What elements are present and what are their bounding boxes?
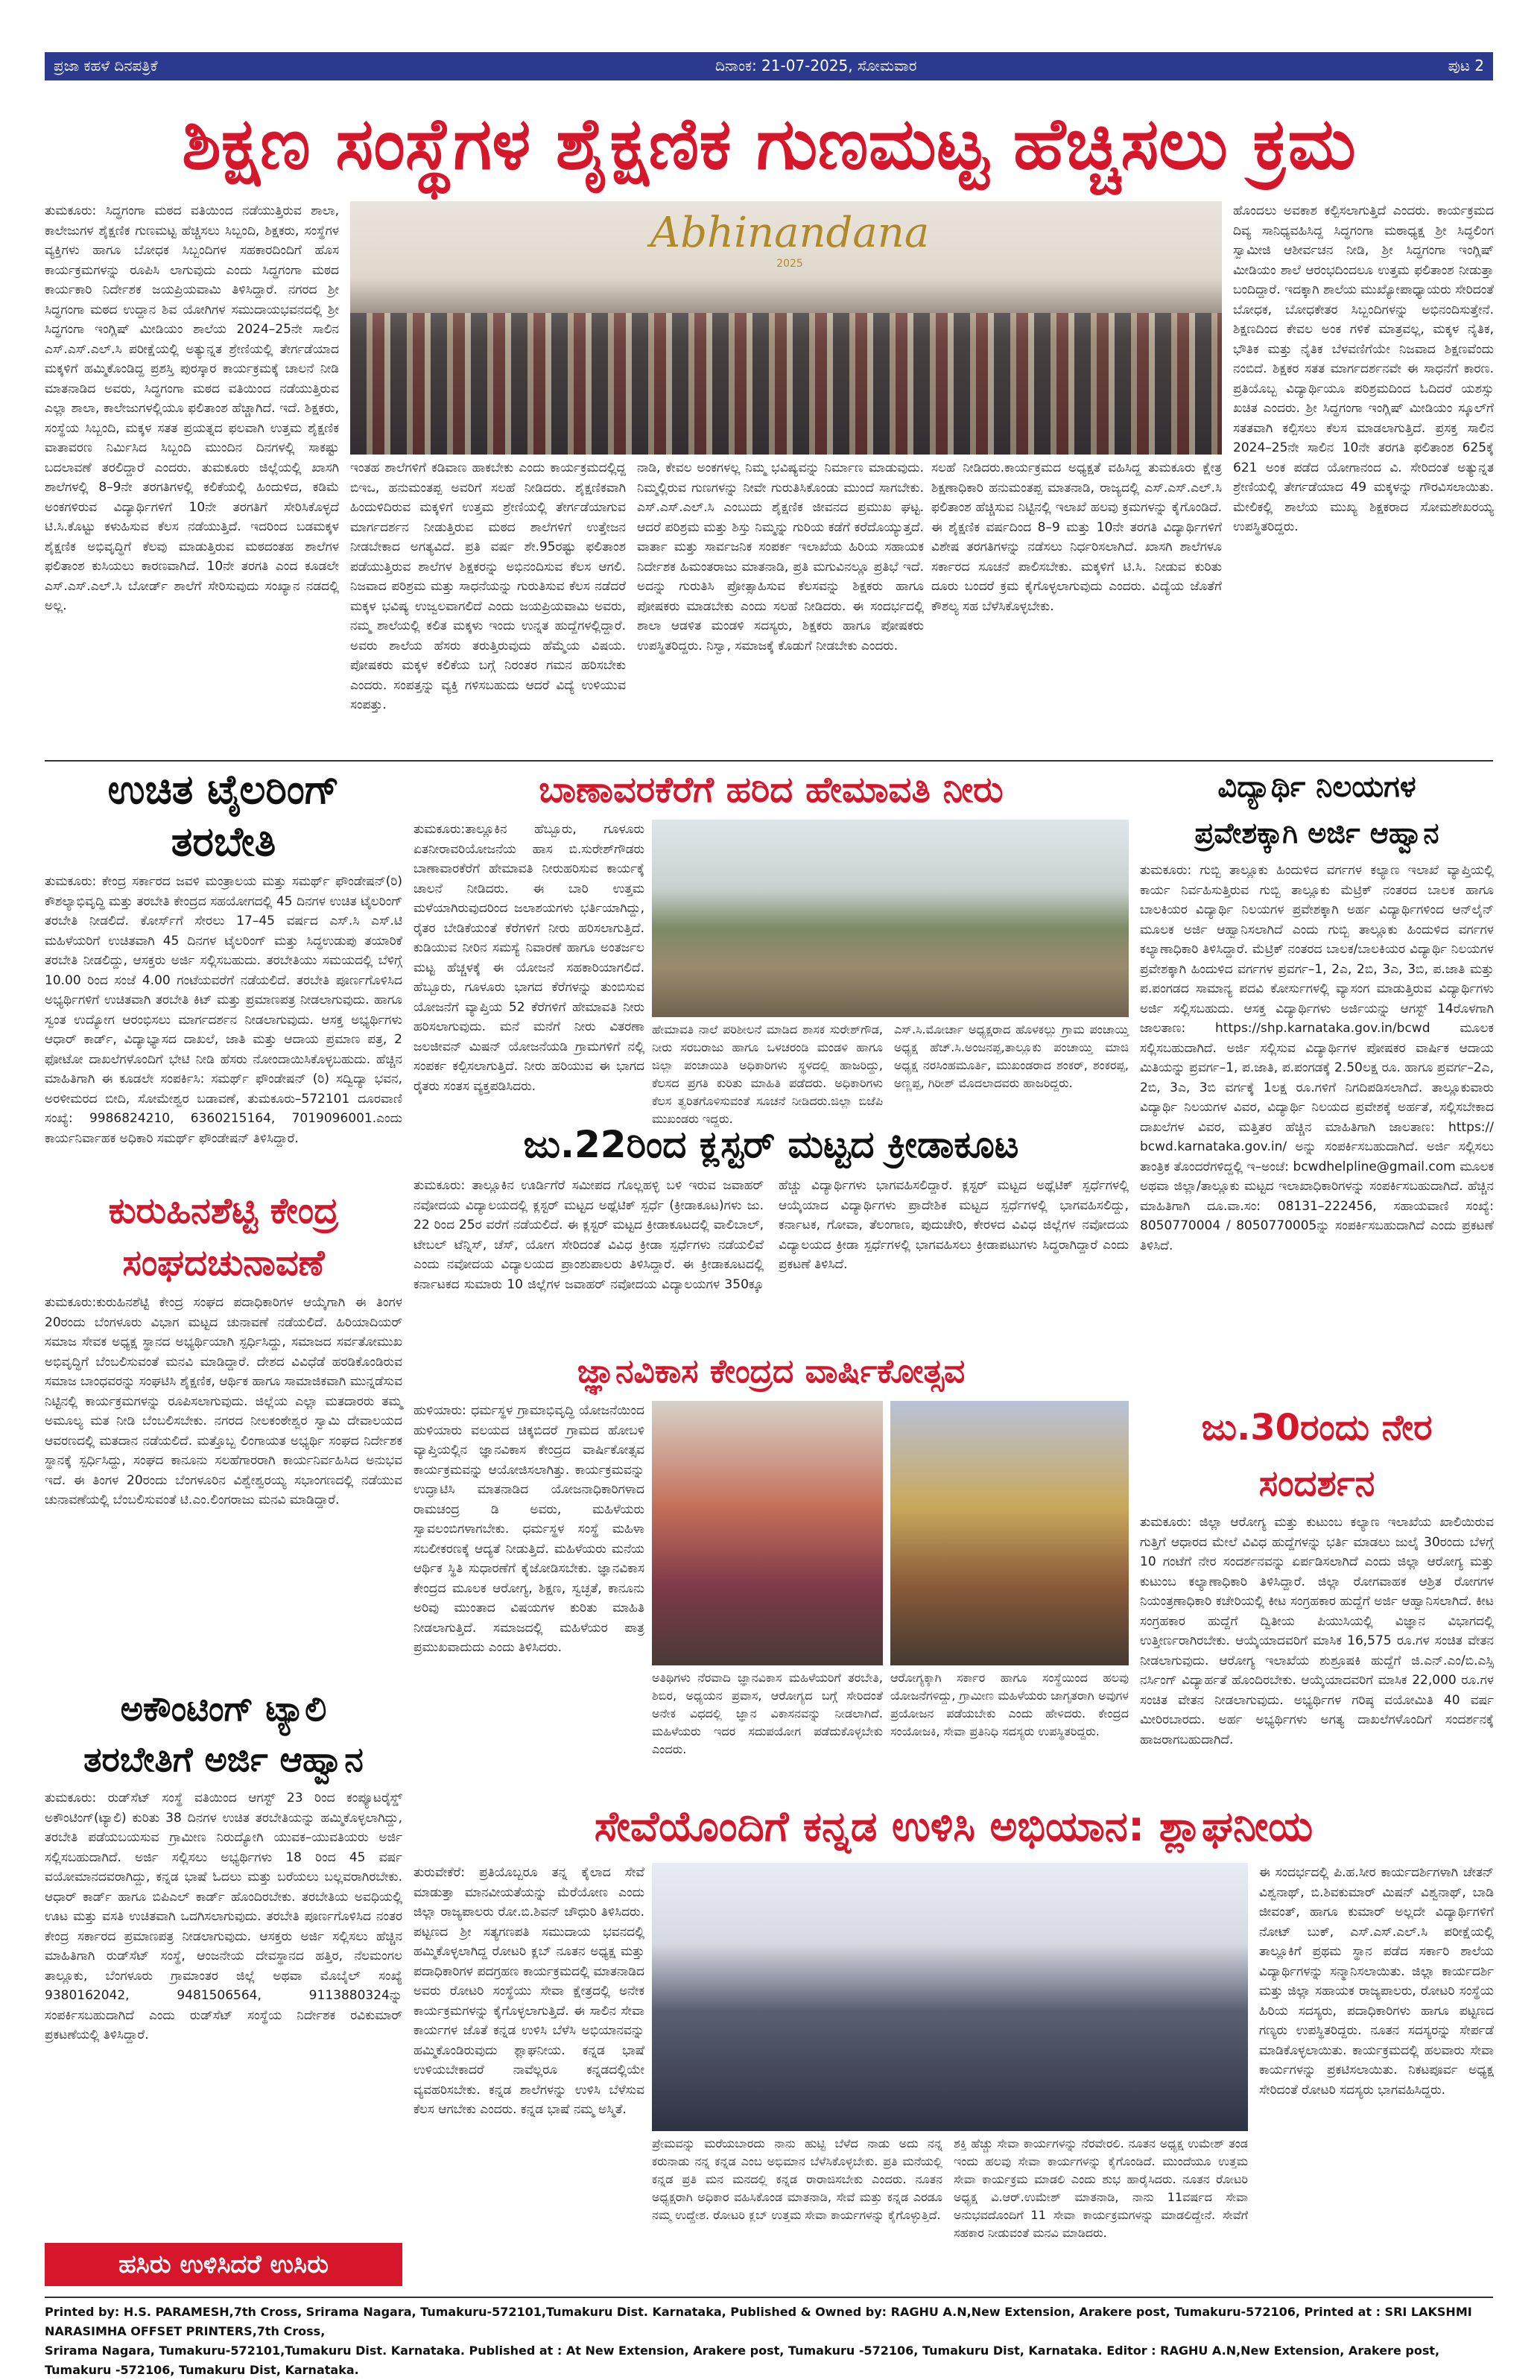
kannada-article-col4: ಈ ಸಂದರ್ಭದಲ್ಲಿ ಪಿ.ಹ.ಸೀರ ಕಾರ್ಯದರ್ಶಿಗಳಾಗಿ ಚೇತನ್ ವಿಶ್ವನಾಥ್, ಬಿ.ಶಿವಕುಮಾರ್ ಮಿಷನ್ ವಿಶ್ವನಾಥ್, ಬಾಡಿ ಜೀವಂತ್, ಹಾಗೂ ಕುಮಾರ್ ಅಲ್ಲದೇ ವಿದ್ಯಾರ್ಥಿಗಳಿಗೆ ನೋಟ್ ಬುಕ್, ಎಸ್.ಎಸ್.ಎಲ್.ಸಿ ಪರೀಕ್ಷೆಯಲ್ಲಿ ತಾಲ್ಲೂಕಿಗೆ ಪ್ರಥಮ ಸ್ಥಾನ ಪಡೆದ ಸರ್ಕಾರಿ ಶಾಲೆಯ ವಿದ್ಯಾರ್ಥಿಗಳನ್ನು ಸನ್ಮಾನಿಸಲಾಯಿತು. ಜಿಲ್ಲಾ ಕಾರ್ಯದರ್ಶಿ ಮತ್ತು ಜಿಲ್ಲಾ ಸಹಾಯಕ ರಾಜ್ಯಪಾಲರು, ರೋಟರಿ ಸಂಸ್ಥೆಯ ಹಿರಿಯ ಸದಸ್ಯರು, ಪದಾಧಿಕಾರಿಗಳು ಹಾಗೂ ಪಟ್ಟಣದ ಗಣ್ಯರು ಉಪಸ್ಥಿತರಿದ್ದರು. ನೂತನ ಸದಸ್ಯರನ್ನು ಸೇರ್ಪಡೆ ಮಾಡಿಕೊಳ್ಳಲಾಯಿತು. ಕಾರ್ಯಕ್ರಮದಲ್ಲಿ ಹಲವಾರು ಸೇವಾ ಕಾರ್ಯಗಳನ್ನು ಪ್ರಕಟಿಸಲಾಯಿತು. ನಿಕಟಪೂರ್ವ ಅಧ್ಯಕ್ಷ ಸೇರಿದಂತೆ ರೋಟರಿ ಸದಸ್ಯರು ಭಾಗವಹಿಸಿದ್ದರು. xyxy=(1259,1865,1494,2098)
hemavathi-heading: ಬಾಣಾವರಕೆರೆಗೆ ಹರಿದ ಹೇಮಾವತಿ ನೀರು xyxy=(539,769,1004,811)
issue-date: ದಿನಾಂಕ: 21-07-2025, ಸೋಮವಾರ xyxy=(715,57,917,75)
slogan-banner: ಹಸಿರು ಉಳಿಸಿದರೆ ಉಸಿರು xyxy=(45,2243,402,2286)
lead-article-col2: ಇಂತಹ ಶಾಲೆಗಳಿಗೆ ಕಡಿವಾಣ ಹಾಕಬೇಕು ಎಂದು ಕಾರ್ಯಕ್ರಮದಲ್ಲಿದ್ದ ಬಿಇಒ, ಹನುಮಂತಪ್ಪ ಅವರಿಗೆ ಸಲಹೆ ನೀಡಿದರು. ಶೈಕ್ಷಣಿಕವಾಗಿ ಹಿಂದುಳಿದಿರುವ ಮಕ್ಕಳಿಗೆ ಉತ್ತಮ ಶ್ರೇಣಿಯಲ್ಲಿ ತೇರ್ಗಡೆಯಾಗುವ ಮಾರ್ಗದರ್ಶನ ನೀಡುತ್ತಿರುವ ಮಠದ ಶಾಲೆಗಳಿಗೆ ಉತ್ತೇಜನ ನೀಡಬೇಕಾದ ಅಗತ್ಯವಿದೆ. ಪ್ರತಿ ವರ್ಷ ಶೇ.95ರಷ್ಟು ಫಲಿತಾಂಶ ಪಡೆಯುತ್ತಿರುವ ಶಾಲೆಗಳ ಶಿಕ್ಷಕರನ್ನು ಅಭಿನಂದಿಸುವ ಕೆಲಸ ಆಗಲಿ. ನಿಜವಾದ ಪರಿಶ್ರಮ ಮತ್ತು ಸಾಧನೆಯನ್ನು ಗುರುತಿಸುವ ಕೆಲಸ ನಡೆದರೆ ಮಕ್ಕಳ ಭವಿಷ್ಯ ಉಜ್ವಲವಾಗಲಿದೆ ಎಂದು ಜಯಪ್ರಿಯವಾಮಿ ಅವರು, ನಮ್ಮ ಶಾಲೆಯಲ್ಲಿ ಕಲಿತ ಮಕ್ಕಳು ಇಂದು ಉನ್ನತ ಹುದ್ದೆಗಳಲ್ಲಿದ್ದಾರೆ. ಅವರು ಶಾಲೆಯ ಹೆಸರು ತರುತ್ತಿರುವುದು ಹೆಮ್ಮೆಯ ವಿಷಯ. ಪೋಷಕರು ಮಕ್ಕಳ ಕಲಿಕೆಯ ಬಗ್ಗೆ ನಿರಂತರ ಗಮನ ಹರಿಸಬೇಕು ಎಂದರು. ಸಂಪತ್ತನ್ನು ವ್ಯಕ್ತಿ ಗಳಿಸಬಹುದು ಆದರೆ ವಿದ್ಯೆ ಉಳಿಯುವ ಸಂಪತ್ತು. xyxy=(350,461,626,712)
tailoring-heading-line2: ತರಬೇತಿ xyxy=(171,818,276,865)
gnana-photo-women xyxy=(652,1401,883,1665)
section-divider xyxy=(45,760,1493,762)
imprint-line-2: Srirama Nagara, Tumakuru-572101,Tumakuru Dist. Karnataka. Published at : At New Extension, Arakere post, Tumakuru -572106, Tumakuru Dist, Karnataka. Editor : RAGHU A.N,New Extension, Arakere post, Tumakuru -572106, Tumakuru Dist, Karnataka. xyxy=(45,2343,1440,2377)
accounting-article: ತುಮಕೂರು: ರುಡ್‌ಸೆಟ್ ಸಂಸ್ಥೆ ವತಿಯಿಂದ ಆಗಸ್ಟ್ 23 ರಿಂದ ಕಂಪ್ಯೂಟರೈಸ್ಡ್ ಅಕೌಂಟಿಂಗ್(ಟ್ಯಾಲಿ) ಕುರಿತು 38 ದಿನಗಳ ಉಚಿತ ತರಬೇತಿಯನ್ನು ಹಮ್ಮಿಕೊಳ್ಳಲಾಗಿದ್ದು, ತರಬೇತಿ ಪಡೆಯಬಯಸುವ ಗ್ರಾಮೀಣ ನಿರುದ್ಯೋಗಿ ಯುವಕ–ಯುವತಿಯರು ಅರ್ಜಿ ಸಲ್ಲಿಸಬಹುದಾಗಿದೆ. ಅರ್ಜಿ ಸಲ್ಲಿಸಲು ಅಭ್ಯರ್ಥಿಗಳು 18 ರಿಂದ 45 ವರ್ಷ ವಯೋಮಾನದವರಾಗಿದ್ದು, ಕನ್ನಡ ಭಾಷೆ ಓದಲು ಮತ್ತು ಬರೆಯಲು ಬಲ್ಲವರಾಗಿರಬೇಕು. ಆಧಾರ್ ಕಾರ್ಡ್ ಹಾಗೂ ಬಿಪಿಎಲ್ ಕಾರ್ಡ್ ಹೊಂದಿರಬೇಕು. ತರಬೇತಿಯ ಅವಧಿಯಲ್ಲಿ ಊಟ ಮತ್ತು ವಸತಿ ಉಚಿತವಾಗಿ ಒದಗಿಸಲಾಗುವುದು. ತರಬೇತಿ ಪೂರ್ಣಗೊಳಿಸಿದ ನಂತರ ಕೇಂದ್ರ ಸರ್ಕಾರದ ಪ್ರಮಾಣಪತ್ರ ನೀಡಲಾಗುವುದು. ಆಸಕ್ತರು ಅರ್ಜಿ ಸಲ್ಲಿಸಲು ಹೆಚ್ಚಿನ ಮಾಹಿತಿಗಾಗಿ ರುಡ್‌ಸೆಟ್ ಸಂಸ್ಥೆ, ಆಂಜನೇಯ ದೇವಸ್ಥಾನದ ಹತ್ತಿರ, ನೆಲಮಂಗಲ ತಾಲ್ಲೂಕು, ಬೆಂಗಳೂರು ಗ್ರಾಮಾಂತರ ಜಿಲ್ಲೆ ಅಥವಾ ಮೊಬೈಲ್ ಸಂಖ್ಯೆ 9380162042, 9481506564, 9113880324ನ್ನು ಸಂಪರ್ಕಿಸಬಹುದಾಗಿದೆ ಎಂದು ರುಡ್‌ಸೆಟ್ ಸಂಸ್ಥೆಯ ನಿರ್ದೇಶಕ ರವಿಕುಮಾರ್ ಪ್ರಕಟಣೆಯಲ್ಲಿ ತಿಳಿಸಿದ್ದಾರೆ. xyxy=(45,1791,402,2042)
kannada-caption-left: ಪ್ರೇಮವನ್ನು ಮರೆಯಬಾರದು ನಾನು ಹುಟ್ಟಿ ಬೆಳೆದ ನಾಡು ಅದು ನನ್ನ ಕರುನಾಡು ನನ್ನ ಕನ್ನಡ ಎಂಬ ಅಭಿಮಾನ ಬೆಳೆಸಿಕೊಳ್ಳಬೇಕು. ಪ್ರತಿ ಮನೆಯಲ್ಲಿ ಕನ್ನಡ ಪ್ರತಿ ಮನ ಮನದಲ್ಲಿ ಕನ್ನಡ ರಾರಾಜಿಸಬೇಕು ಎಂದರು. ನೂತನ ಅಧ್ಯಕ್ಷರಾಗಿ ಅಧಿಕಾರ ವಹಿಸಿಕೊಂಡ ಮಾತನಾಡಿ, ಸೇವೆ ಮತ್ತು ಕನ್ನಡ ಎರಡೂ ನಮ್ಮ ಉದ್ದೇಶ. ರೋಟರಿ ಕ್ಲಬ್ ಉತ್ತಮ ಸೇವಾ ಕಾರ್ಯಗಳನ್ನು ಕೈಗೊಳ್ಳುತ್ತಿದೆ. xyxy=(652,2136,942,2222)
lead-article-col5: ಹೊಂದಲು ಅವಕಾಶ ಕಲ್ಪಿಸಲಾಗುತ್ತಿದೆ ಎಂದರು. ಕಾರ್ಯಕ್ರಮದ ದಿವ್ಯ ಸಾನಿಧ್ಯವಹಿಸಿದ್ದ ಸಿದ್ಧಗಂಗಾ ಮಠಾಧ್ಯಕ್ಷ ಶ್ರೀ ಸಿದ್ಧಲಿಂಗ ಸ್ವಾಮೀಜಿ ಆಶೀರ್ವಚನ ನೀಡಿ, ಶ್ರೀ ಸಿದ್ಧಗಂಗಾ ಇಂಗ್ಲಿಷ್ ಮೀಡಿಯಂ ಶಾಲೆ ಆರಂಭದಿಂದಲೂ ಉತ್ತಮ ಫಲಿತಾಂಶ ನೀಡುತ್ತಾ ಬಂದಿದ್ದಾರೆ. ಇದಕ್ಕಾಗಿ ಶಾಲೆಯ ಮುಖ್ಯೋಪಾಧ್ಯಾಯರು ಸೇರಿದಂತೆ ಬೋಧಕ, ಬೋಧಕೇತರ ಸಿಬ್ಬಂದಿಗಳನ್ನು ಅಭಿನಂದಿಸುತ್ತೇನೆ. ಶಿಕ್ಷಣದಿಂದ ಕೇವಲ ಅಂಕ ಗಳಿಕೆ ಮಾತ್ರವಲ್ಲ, ಮಕ್ಕಳ ನೈತಿಕ, ಭೌತಿಕ ಮತ್ತು ನೈತಿಕ ಬೆಳವಣಿಗೆಯೇ ನಿಜವಾದ ಶಿಕ್ಷಣವೆಂದು ನಂಬಿದೆ. ಶಿಕ್ಷಕರ ಸತತ ಮಾರ್ಗದರ್ಶನವೇ ಈ ಸಾಧನೆಗೆ ಕಾರಣ. ಪ್ರತಿಯೊಬ್ಬ ವಿದ್ಯಾರ್ಥಿಯೂ ಪರಿಶ್ರಮದಿಂದ ಓದಿದರೆ ಯಶಸ್ಸು ಖಚಿತ ಎಂದರು. ಶ್ರೀ ಸಿದ್ಧಗಂಗಾ ಇಂಗ್ಲಿಷ್ ಮೀಡಿಯಂ ಸ್ಕೂಲ್‌ಗೆ ಸತತವಾಗಿ ಕಲ್ಪಿಸಲು ಕೆಲಸ ಮಾಡಲಾಗುತ್ತಿದೆ. ಪ್ರಸಕ್ತ ಸಾಲಿನ 2024–25ನೇ ಸಾಲಿನ 10ನೇ ತರಗತಿ ಫಲಿತಾಂಶ 625ಕ್ಕೆ 621 ಅಂಕ ಪಡೆದ ಯೋಗಾನಂದ ವಿ. ಸೇರಿದಂತೆ ಅತ್ಯುನ್ನತ ಶ್ರೇಣಿಯಲ್ಲಿ ತೇರ್ಗಡೆಯಾದ 49 ಮಕ್ಕಳನ್ನು ಗೌರವಿಸಲಾಯಿತು. ಮೇಲಿಕಲ್ಲಿ ಶಾಲೆಯ ಮುಖ್ಯ ಶಿಕ್ಷಕರಾದ ಸೋಮಶೇಖರಯ್ಯ ಉಪಸ್ಥಿತರಿದ್ದರು. xyxy=(1233,203,1494,534)
masthead-bar xyxy=(45,52,1493,80)
hostels-heading-line1: ವಿದ್ಯಾರ್ಥಿ ನಿಲಯಗಳ xyxy=(1217,770,1416,804)
hostels-heading-line2: ಪ್ರವೇಶಕ್ಕಾಗಿ ಅರ್ಜಿ ಆಹ್ವಾನ xyxy=(1194,817,1439,849)
imprint-line-1: Printed by: H.S. PARAMESH,7th Cross, Srirama Nagara, Tumakuru-572101,Tumakuru Dist. Karnataka, Published & Owned by: RAGHU A.N,New Extension, Arakere post, Tumakuru-572106, Printed at : SRI LAKSHMI NARASIMHA OFFSET PRINTERS,7th Cross, xyxy=(45,2305,1472,2338)
gnana-article: ಹುಳಿಯಾರು: ಧರ್ಮಸ್ಥಳ ಗ್ರಾಮಾಭಿವೃದ್ಧಿ ಯೋಜನೆಯಿಂದ ಹುಳಿಯಾರು ವಲಯದ ಚಿಕ್ಕಬಿದರೆ ಗ್ರಾಮದ ಹೋಬಳಿ ವ್ಯಾಪ್ತಿಯಲ್ಲಿನ ಜ್ಞಾನವಿಕಾಸ ಕೇಂದ್ರದ ವಾರ್ಷಿಕೋತ್ಸವ ಕಾರ್ಯಕ್ರಮವನ್ನು ಆಯೋಜಿಸಲಾಗಿತ್ತು. ಕಾರ್ಯಕ್ರಮವನ್ನು ಉದ್ಘಾಟಿಸಿ ಮಾತನಾಡಿದ ಯೋಜನಾಧಿಕಾರಿಗಳಾದ ರಾಮಚಂದ್ರ ಡಿ ಅವರು, ಮಹಿಳೆಯರು ಸ್ವಾವಲಂಬಿಗಳಾಗಬೇಕು. ಧರ್ಮಸ್ಥಳ ಸಂಸ್ಥೆ ಮಹಿಳಾ ಸಬಲೀಕರಣಕ್ಕೆ ಆದ್ಯತೆ ನೀಡುತ್ತಿದೆ. ಮಹಿಳೆಯರು ಮನೆಯ ಆರ್ಥಿಕ ಸ್ಥಿತಿ ಸುಧಾರಣೆಗೆ ಕೈಜೋಡಿಸಬೇಕು. ಜ್ಞಾನವಿಕಾಸ ಕೇಂದ್ರದ ಮೂಲಕ ಆರೋಗ್ಯ, ಶಿಕ್ಷಣ, ಸ್ವಚ್ಛತೆ, ಕಾನೂನು ಅರಿವು ಮುಂತಾದ ವಿಷಯಗಳ ಕುರಿತು ಮಾಹಿತಿ ನೀಡಲಾಗುತ್ತಿದೆ. ಸಮಾಜದಲ್ಲಿ ಮಹಿಳೆಯರ ಪಾತ್ರ ಪ್ರಮುಖವಾದುದು ಎಂದು ತಿಳಿಸಿದರು. xyxy=(413,1403,644,1655)
accounting-heading-line2: ತರಬೇತಿಗೆ ಅರ್ಜಿ ಆಹ್ವಾನ xyxy=(83,1739,364,1779)
hemavathi-caption-right: ಎಸ್.ಸಿ.ಮೋರ್ಚಾ ಅಧ್ಯಕ್ಷರಾದ ಹೊಳಕಲ್ಲು ಗ್ರಾಮ ಪಂಚಾಯ್ತಿ ಅಧ್ಯಕ್ಷ ಹೆಚ್.ಸಿ.ಅಂಜನಪ್ಪ,ತಾಲ್ಲೂಕು ಪಂಚಾಯ್ತಿ ಮಾಜಿ ಅಧ್ಯಕ್ಷ ನರಸಿಂಹಮೂರ್ತಿ, ಮುಖಂಡರಾದ ಶಂಕರ್, ಶಂಕರಪ್ಪ, ಅಣ್ಣಪ್ಪ, ಗಿರೀಶ್ ಮೊದಲಾದವರು ಹಾಜರಿದ್ದರು. xyxy=(894,1022,1129,1090)
june30-heading-line1: ಜು.30ರಂದು ನೇರ xyxy=(1201,1407,1433,1449)
cluster-article: ತುಮಕೂರು: ತಾಲ್ಲೂಕಿನ ಊರ್ಡಿಗೆರೆ ಸಮೀಪದ ಗೊಲ್ಲಹಳ್ಳಿ ಬಳಿ ಇರುವ ಜವಾಹರ್ ನವೋದಯ ವಿದ್ಯಾಲಯದಲ್ಲಿ ಕ್ಲಸ್ಟರ್ ಮಟ್ಟದ ಅಥ್ಲೆಟಿಕ್ ಸ್ಪರ್ಧೆ (ಕ್ರೀಡಾಕೂಟ)ಗಳು ಜು. 22 ರಿಂದ 25ರ ವರೆಗೆ ನಡೆಯಲಿದೆ. ಈ ಕ್ಲಸ್ಟರ್ ಮಟ್ಟದ ಕ್ರೀಡಾಕೂಟದಲ್ಲಿ ವಾಲಿಬಾಲ್, ಟೇಬಲ್ ಟೆನ್ನಿಸ್, ಚೆಸ್, ಯೋಗ ಸೇರಿದಂತೆ ವಿವಿಧ ಕ್ರೀಡಾ ಸ್ಪರ್ಧೆಗಳು ನಡೆಯಲಿವೆ ಎಂದು ನವೋದಯ ವಿದ್ಯಾಲಯದ ಪ್ರಾಂಶುಪಾಲರು ತಿಳಿಸಿದ್ದಾರೆ. ಈ ಕ್ರೀಡಾಕೂಟದಲ್ಲಿ ಕರ್ನಾಟಕದ ಸುಮಾರು 10 ಜಿಲ್ಲೆಗಳ ಜವಾಹರ್ ನವೋದಯ ವಿದ್ಯಾಲಯಗಳ 350ಕ್ಕೂ ಹೆಚ್ಚು ವಿದ್ಯಾರ್ಥಿಗಳು ಭಾಗವಹಿಸಲಿದ್ದಾರೆ. ಕ್ಲಸ್ಟರ್ ಮಟ್ಟದ ಅಥ್ಲೆಟಿಕ್ ಸ್ಪರ್ಧೆಗಳಲ್ಲಿ ಆಯ್ಕೆಯಾದ ವಿದ್ಯಾರ್ಥಿಗಳು ಪ್ರಾದೇಶಿಕ ಮಟ್ಟದ ಸ್ಪರ್ಧೆಗಳಲ್ಲಿ ಭಾಗವಹಿಸಲಿದ್ದು, ಕರ್ನಾಟಕ, ಗೋವಾ, ತೆಲಂಗಾಣ, ಪುದುಚೇರಿ, ಕೇರಳದ ವಿವಿಧ ಜಿಲ್ಲೆಗಳ ನವೋದಯ ವಿದ್ಯಾಲಯದ ಕ್ರೀಡಾ ಸ್ಪರ್ಧೆಗಳಲ್ಲಿ ಭಾಗವಹಿಸಲು ಕ್ರೀಡಾಪಟುಗಳು ಸಿದ್ಧರಾಗಿದ್ದಾರೆ ಎಂದು ಪ್ರಕಟಣೆ ತಿಳಿಸಿದೆ. xyxy=(413,1178,1129,1292)
accounting-heading-line1: ಅಕೌಂಟಿಂಗ್ ಟ್ಯಾಲಿ xyxy=(120,1689,327,1729)
kurihina-article: ತುಮಕೂರು:ಕುರುಹಿನಶೆಟ್ಟಿ ಕೇಂದ್ರ ಸಂಘದ ಪದಾಧಿಕಾರಿಗಳ ಆಯ್ಕೆಗಾಗಿ ಈ ತಿಂಗಳ 20ರಂದು ಬೆಂಗಳೂರು ವಿಭಾಗ ಮಟ್ಟದ ಚುನಾವಣೆ ನಡೆಯಲಿದೆ. ಹಿರಿಯಾದಿಯರ್ ಸಮಾಜ ಸೇವಕ ಅಧ್ಯಕ್ಷ ಸ್ಥಾನದ ಅಭ್ಯರ್ಥಿಯಾಗಿ ಸ್ಪರ್ಧಿಸಿದ್ದು, ಸಮಾಜದ ಸರ್ವತೋಮುಖ ಅಭಿವೃದ್ಧಿಗೆ ಬೆಂಬಲಿಸುವಂತೆ ಮನವಿ ಮಾಡಿದ್ದಾರೆ. ದೇಶದ ವಿವಿಧೆಡೆ ಹರಡಿಕೊಂಡಿರುವ ಸಮಾಜ ಬಾಂಧವರನ್ನು ಸಂಘಟಿಸಿ ಶೈಕ್ಷಣಿಕ, ಆರ್ಥಿಕ ಹಾಗೂ ಸಾಮಾಜಿಕವಾಗಿ ಮುನ್ನಡೆಸುವ ನಿಟ್ಟಿನಲ್ಲಿ ಕಾರ್ಯಕ್ರಮಗಳನ್ನು ರೂಪಿಸಲಾಗುವುದು. ಜಿಲ್ಲೆಯ ಎಲ್ಲಾ ಮತದಾರರು ತಮ್ಮ ಅಮೂಲ್ಯ ಮತ ನೀಡಿ ಬೆಂಬಲಿಸಬೇಕು. ನಗರದ ನೀಲಕಂಠೇಶ್ವರ ಸ್ವಾಮಿ ದೇವಾಲಯದ ಆವರಣದಲ್ಲಿ ಮತದಾನ ನಡೆಯಲಿದೆ. ಮತ್ತೊಬ್ಬ ಲಿಂಗಾಯತ ಅಭ್ಯರ್ಥಿ ಸಂಘದ ನಿರ್ದೇಶಕ ಸ್ಥಾನಕ್ಕೆ ಸ್ಪರ್ಧಿಸಿದ್ದು, ಸಂಘದ ಕಾನೂನು ಸಲಹೆಗಾರರಾಗಿ ಕಾರ್ಯನಿರ್ವಹಿಸಿದ ಅನುಭವ ಇದೆ. ಈ ತಿಂಗಳ 20ರಂದು ಬೆಂಗಳೂರಿನ ವಿಶ್ವೇಶ್ವರಯ್ಯ ಸಭಾಂಗಣದಲ್ಲಿ ನಡೆಯುವ ಚುನಾವಣೆಯಲ್ಲಿ ಬೆಂಬಲಿಸುವಂತೆ ಟಿ.ಎಂ.ಲಿಂಗರಾಜು ಮನವಿ ಮಾಡಿದ್ದಾರೆ. xyxy=(45,1295,402,1507)
june30-article: ತುಮಕೂರು: ಜಿಲ್ಲಾ ಆರೋಗ್ಯ ಮತ್ತು ಕುಟುಂಬ ಕಲ್ಯಾಣ ಇಲಾಖೆಯ ಖಾಲಿಯಿರುವ ಗುತ್ತಿಗೆ ಆಧಾರದ ಮೇಲೆ ವಿವಿಧ ಹುದ್ದೆಗಳನ್ನು ಭರ್ತಿ ಮಾಡಲು ಜುಲೈ 30ರಂದು ಬೆಳಗ್ಗೆ 10 ಗಂಟೆಗೆ ನೇರ ಸಂದರ್ಶನವನ್ನು ಏರ್ಪಡಿಸಲಾಗಿದೆ ಎಂದು ಜಿಲ್ಲಾ ಆರೋಗ್ಯ ಮತ್ತು ಕುಟುಂಬ ಕಲ್ಯಾಣಾಧಿಕಾರಿ ತಿಳಿಸಿದ್ದಾರೆ. ಜಿಲ್ಲಾ ರೋಗವಾಹಕ ಆಶ್ರಿತ ರೋಗಗಳ ನಿಯಂತ್ರಣಾಧಿಕಾರಿ ಕಚೇರಿಯಲ್ಲಿ ಕೀಟ ಸಂಗ್ರಹಕಾರ ಹುದ್ದೆಗೆ ಅರ್ಜಿ ಆಹ್ವಾನಿಸಲಾಗಿದೆ. ಕೀಟ ಸಂಗ್ರಹಕಾರ ಹುದ್ದೆಗೆ ದ್ವಿತೀಯ ಪಿಯುಸಿಯಲ್ಲಿ ವಿಜ್ಞಾನ ವಿಭಾಗದಲ್ಲಿ ಉತ್ತೀರ್ಣರಾಗಿರಬೇಕು. ಆಯ್ಕೆಯಾದವರಿಗೆ ಮಾಸಿಕ 16,575 ರೂ.ಗಳ ಸಂಚಿತ ವೇತನ ನೀಡಲಾಗುವುದು. ಆರೋಗ್ಯ ಇಲಾಖೆಯ ಶುಶ್ರೂಷಕಿ ಹುದ್ದೆಗೆ ಜಿ.ಎನ್.ಎಂ/ಬಿ.ಎಸ್ಸಿ ನರ್ಸಿಂಗ್ ವಿದ್ಯಾರ್ಹತೆ ಹೊಂದಿರಬೇಕು. ಆಯ್ಕೆಯಾದವರಿಗೆ ಮಾಸಿಕ 22,000 ರೂ.ಗಳ ಸಂಚಿತ ವೇತನ ನೀಡಲಾಗುವುದು. ಅಭ್ಯರ್ಥಿಗಳ ಗರಿಷ್ಠ ವಯೋಮಿತಿ 40 ವರ್ಷ ಮೀರಿರಬಾರದು. ಅರ್ಹ ಅಭ್ಯರ್ಥಿಗಳು ಅಗತ್ಯ ದಾಖಲೆಗಳೊಂದಿಗೆ ಸಂದರ್ಶನಕ್ಕೆ ಹಾಜರಾಗಬಹುದಾಗಿದೆ. xyxy=(1140,1515,1494,1747)
main-headline: ಶಿಕ್ಷಣ ಸಂಸ್ಥೆಗಳ ಶೈಕ್ಷಣಿಕ ಗುಣಮಟ್ಟ ಹೆಚ್ಚಿಸಲು ಕ್ರಮ xyxy=(182,102,1356,186)
kurihina-heading-line2: ಸಂಘದಚುನಾವಣೆ xyxy=(122,1242,325,1284)
paper-name: ಪ್ರಜಾ ಕಹಳೆ ದಿನಪತ್ರಿಕೆ xyxy=(54,57,158,75)
tailoring-article: ತುಮಕೂರು: ಕೇಂದ್ರ ಸರ್ಕಾರದ ಜವಳಿ ಮಂತ್ರಾಲಯ ಮತ್ತು ಸಮರ್ಥ್ ಫೌಂಡೇಷನ್(ರಿ) ಕೌಶಲ್ಯಾಭಿವೃದ್ಧಿ ಮತ್ತು ತರಬೇತಿ ಕೇಂದ್ರದ ಸಹಯೋಗದಲ್ಲಿ 45 ದಿನಗಳ ಉಚಿತ ಟೈಲರಿಂಗ್ ತರಬೇತಿ ನೀಡಲಿದೆ. ಕೋರ್ಸ್‌ಗೆ ಸೇರಲು 17–45 ವರ್ಷದ ಎಸ್.ಸಿ ಎಸ್.ಟಿ ಮಹಿಳೆಯರಿಗೆ ಉಚಿತವಾಗಿ 45 ದಿನಗಳ ಟೈಲರಿಂಗ್ ಮತ್ತು ಸಿದ್ಧಉಡುಪು ತಯಾರಿಕೆ ತರಬೇತಿ ನೀಡಲಿದ್ದು, ಆಸಕ್ತರು ಅರ್ಜಿ ಸಲ್ಲಿಸಬಹುದು. ತರಬೇತಿಯು ಸಮಯದಲ್ಲಿ ಬೆಳಿಗ್ಗೆ 10.00 ರಿಂದ ಸಂಜೆ 4.00 ಗಂಟೆಯವರೆಗೆ ನಡೆಯಲಿದೆ. ತರಬೇತಿ ಪೂರ್ಣಗೊಳಿಸಿದ ಅಭ್ಯರ್ಥಿಗಳಿಗೆ ಉಚಿತವಾಗಿ ತರಬೇತಿ ಕಿಟ್ ಮತ್ತು ಪ್ರಮಾಣಪತ್ರ ನೀಡಲಾಗುವುದು. ಹಾಗೂ ಸ್ವಂತ ಉದ್ಯೋಗ ಆರಂಭಿಸಲು ಮಾರ್ಗದರ್ಶನ ನೀಡಲಾಗುವುದು. ಆಸಕ್ತ ಅಭ್ಯರ್ಥಿಗಳು ಆಧಾರ್ ಕಾರ್ಡ್, ವಿದ್ಯಾಭ್ಯಾಸದ ದಾಖಲೆ, ಜಾತಿ ಮತ್ತು ಆದಾಯ ಪ್ರಮಾಣ ಪತ್ರ, 2 ಫೋಟೋ ದಾಖಲೆಗಳೊಂದಿಗೆ ಭೇಟಿ ನೀಡಿ ಹೆಸರು ನೋಂದಾಯಿಸಿಕೊಳ್ಳಬಹುದು. ಹೆಚ್ಚಿನ ಮಾಹಿತಿಗಾಗಿ ಈ ಕೂಡಲೇ ಸಂಪರ್ಕಿಸಿ: ಸಮರ್ಥ್ ಫೌಂಡೇಷನ್ (ರಿ) ಸದ್ವಿದ್ಯಾ ಭವನ, ಅರಳೀಮರದ ಬೀದಿ, ಸೋಮೇಶ್ವರ ಬಡಾವಣೆ, ತುಮಕೂರು–572101 ದೂರವಾಣಿ ಸಂಖ್ಯೆ: 9986824210, 6360215164, 7019096001.ಎಂದು ಕಾರ್ಯನಿರ್ವಾಹಕ ಅಧಿಕಾರಿ ಸಮರ್ಥ್ ಫೌಂಡೇಷನ್ ತಿಳಿಸಿದ್ದಾರೆ. xyxy=(45,874,402,1146)
gnana-caption-left: ಅತಿಥಿಗಳು ನೆರವಾದಿ ಜ್ಞಾನವಿಕಾಸ ಮಹಿಳೆಯರಿಗೆ ತರಬೇತಿ, ಶಿಬಿರ, ಅಧ್ಯಯನ ಪ್ರವಾಸ, ಆರೋಗ್ಯದ ಬಗ್ಗೆ ಸೇರಿದಂತೆ ಅನೇಕ ವಿಧದಲ್ಲಿ ಜ್ಞಾನ ವಿಕಾಸನವನ್ನು ನೀಡಲಾಗಿದೆ. ಮಹಿಳೆಯರು ಇದರ ಸದುಪಯೋಗ ಪಡೆದುಕೊಳ್ಳಬೇಕು ಎಂದರು. xyxy=(652,1671,883,1756)
group-photo-people xyxy=(350,313,1222,455)
imprint-footer xyxy=(45,2297,1493,2377)
rotary-event-photo xyxy=(652,1863,1248,2131)
gnana-caption-right: ಆರೋಗ್ಯಕ್ಕಾಗಿ ಸರ್ಕಾರ ಹಾಗೂ ಸಂಸ್ಥೆಯಿಂದ ಹಲವು ಯೋಜನೆಗಳಿದ್ದು, ಗ್ರಾಮೀಣ ಮಹಿಳೆಯರು ಜಾಗೃತರಾಗಿ ಅವುಗಳ ಪ್ರಯೋಜನ ಪಡೆಯಬೇಕು ಎಂದು ಹೇಳಿದರು. ಕೇಂದ್ರದ ಸಂಯೋಜಕಿ, ಸೇವಾ ಪ್ರತಿನಿಧಿ ಸದಸ್ಯರು ಉಪಸ್ಥಿತರಿದ್ದರು. xyxy=(890,1671,1129,1738)
page-number: ಪುಟ 2 xyxy=(1448,57,1484,75)
hemavathi-caption-left: ಹೇಮಾವತಿ ನಾಲೆ ಪರಿಶೀಲನೆ ಮಾಡಿದ ಶಾಸಕ ಸುರೇಶ್‌ಗೌಡ, ನೀರು ಸರಬರಾಜು ಹಾಗೂ ಒಳಚರಂಡಿ ಮಂಡಳಿ ಹಾಗೂ ಜಿಲ್ಲಾ ಪಂಚಾಯಿತಿ ಅಧಿಕಾರಿಗಳು ಸ್ಥಳದಲ್ಲಿ ಹಾಜರಿದ್ದು, ಕೆಲಸದ ಪ್ರಗತಿ ಕುರಿತು ಮಾಹಿತಿ ಪಡೆದರು. ಅಧಿಕಾರಿಗಳು ಕೆಲಸ ತ್ವರಿತಗೊಳಿಸುವಂತೆ ಸೂಚನೆ ನೀಡಿದರು.ಜಿಲ್ಲಾ ಬಿಜೆಪಿ ಮುಖಂಡರು ಇದ್ದರು. xyxy=(652,1022,883,1126)
kannada-article-col1: ತುರುವೇಕೆರೆ: ಪ್ರತಿಯೊಬ್ಬರೂ ತನ್ನ ಕೈಲಾದ ಸೇವೆ ಮಾಡುತ್ತಾ ಮಾನವೀಯತೆಯನ್ನು ಮೆರೆಯೋಣ ಎಂದು ಜಿಲ್ಲಾ ರಾಜ್ಯಪಾಲರು ರೋ.ಬಿ.ಶಿವನ್ ಚೌಧುರಿ ತಿಳಿಸಿದರು. ಪಟ್ಟಣದ ಶ್ರೀ ಸತ್ಯಗಣಪತಿ ಸಮುದಾಯ ಭವನದಲ್ಲಿ ಹಮ್ಮಿಕೊಳ್ಳಲಾಗಿದ್ದ ರೋಟರಿ ಕ್ಲಬ್ ನೂತನ ಅಧ್ಯಕ್ಷ ಮತ್ತು ಪದಾಧಿಕಾರಿಗಳ ಪದಗ್ರಹಣ ಕಾರ್ಯಕ್ರಮದಲ್ಲಿ ಮಾತನಾಡಿದ ಅವರು ರೋಟರಿ ಸಂಸ್ಥೆಯು ಸೇವಾ ಕ್ಷೇತ್ರದಲ್ಲಿ ಅನೇಕ ಕಾರ್ಯಕ್ರಮಗಳನ್ನು ಕೈಗೊಳ್ಳಲಾಗುತ್ತಿದೆ. ಈ ಸಾಲಿನ ಸೇವಾ ಕಾರ್ಯಗಳ ಜೊತೆ ಕನ್ನಡ ಉಳಿಸಿ ಬೆಳೆಸಿ ಅಭಿಯಾನವನ್ನು ಹಮ್ಮಿಕೊಂಡಿರುವುದು ಶ್ಲಾಘನೀಯ. ಕನ್ನಡ ಭಾಷೆ ಉಳಿಯಬೇಕಾದರೆ ನಾವೆಲ್ಲರೂ ಕನ್ನಡದಲ್ಲಿಯೇ ವ್ಯವಹರಿಸಬೇಕು. ಕನ್ನಡ ಶಾಲೆಗಳನ್ನು ಉಳಿಸಿ ಬೆಳೆಸುವ ಕೆಲಸ ಆಗಬೇಕು ಎಂದರು. ಕನ್ನಡ ಭಾಷೆ ನಮ್ಮ ಅಸ್ಮಿತೆ. xyxy=(413,1865,644,2117)
gnana-photo-pooja xyxy=(890,1401,1129,1665)
hemavathi-article: ತುಮಕೂರು:ತಾಲ್ಲೂಕಿನ ಹೆಬ್ಬೂರು, ಗೂಳೂರು ಏತನೀರಾವರಿಯೋಜನೆಯ ಹಾಸ ಬಿ.ಸುರೇಶ್‌ಗೌಡರು ಬಾಣಾವಾರಕೆರೆಗೆ ಹೇಮಾವತಿ ನೀರುಹರಿಸುವ ಕಾರ್ಯಕ್ಕೆ ಚಾಲನೆ ನೀಡಿದರು. ಈ ಬಾರಿ ಉತ್ತಮ ಮಳೆಯಾಗಿರುವುದರಿಂದ ಜಲಾಶಯಗಳು ಭರ್ತಿಯಾಗಿದ್ದು, ರೈತರ ಬೇಡಿಕೆಯಂತೆ ಕೆರೆಗಳಿಗೆ ನೀರು ಹರಿಸಲಾಗುತ್ತಿದೆ. ಕುಡಿಯುವ ನೀರಿನ ಸಮಸ್ಯೆ ನಿವಾರಣೆ ಹಾಗೂ ಅಂತರ್ಜಲ ಮಟ್ಟ ಹೆಚ್ಚಳಕ್ಕೆ ಈ ಯೋಜನೆ ಸಹಕಾರಿಯಾಗಲಿದೆ. ಹೆಬ್ಬೂರು, ಗೂಳೂರು ಭಾಗದ ಕೆರೆಗಳನ್ನು ತುಂಬಿಸುವ ಯೋಜನೆಗೆ ವ್ಯಾಪ್ತಿಯ 52 ಕೆರೆಗಳಿಗೆ ಹೇಮಾವತಿ ನೀರು ಹರಿಸಲಾಗುವುದು. ಮನೆ ಮನೆಗೆ ನೀರು ವಿತರಣಾ ಜಲಜೀವನ್ ಮಿಷನ್ ಯೋಜನೆಯಡಿ ಗ್ರಾಮಗಳಿಗೆ ನಲ್ಲಿ ಸಂಪರ್ಕ ಕಲ್ಪಿಸಲಾಗುತ್ತಿದೆ. ನೀರು ಹರಿಯುವ ಈ ಭಾಗದ ರೈತರು ಸಂತಸ ವ್ಯಕ್ತಪಡಿಸಿದರು. xyxy=(413,822,644,1094)
kannada-caption-right: ಶಕ್ತಿ ಹೆಚ್ಚು ಸೇವಾ ಕಾರ್ಯಗಳನ್ನು ನೆರವೇರಲಿ. ನೂತನ ಅಧ್ಯಕ್ಷ ಉಮೇಶ್ ತಂಡ ಇಂದು ಹಲವು ಸೇವಾ ಕಾರ್ಯಗಳನ್ನು ಕೈಗೊಂಡಿದೆ. ಮುಂದೆಯೂ ಉತ್ತಮ ಸೇವಾ ಕಾರ್ಯಕ್ರಮ ಮಾಡಲಿ ಎಂದು ಶುಭ ಹಾರೈಸಿದರು. ನೂತನ ರೋಟರಿ ಅಧ್ಯಕ್ಷ ವಿ.ಆರ್.ಉಮೇಶ್ ಮಾತನಾಡಿ, ನಾನು 11ವರ್ಷದ ಸೇವಾ ಅನುಭವದೊಂದಿಗೆ 11 ಸೇವಾ ಕಾರ್ಯಕ್ರಮಗಳನ್ನು ಮಾಡಲಿದ್ದೇನೆ. ಸೇವೆಗೆ ಸಹಕಾರ ನೀಡುವಂತೆ ಮನವಿ ಮಾಡಿದರು. xyxy=(954,2136,1248,2240)
photo-banner-title: Abhinandana xyxy=(650,209,930,257)
gnana-heading: ಜ್ಞಾನವಿಕಾಸ ಕೇಂದ್ರದ ವಾರ್ಷಿಕೋತ್ಸವ xyxy=(577,1352,966,1390)
kannada-heading: ಸೇವೆಯೊಂದಿಗೆ ಕನ್ನಡ ಉಳಿಸಿ ಅಭಿಯಾನ: ಶ್ಲಾಘನೀಯ xyxy=(594,1803,1314,1851)
tailoring-heading-line1: ಉಚಿತ ಟೈಲರಿಂಗ್ xyxy=(107,766,340,813)
canal-inspection-photo xyxy=(652,820,1129,1017)
june30-heading-line2: ಸಂದರ್ಶನ xyxy=(1258,1463,1375,1504)
cluster-heading: ಜು.22ರಿಂದ ಕ್ಲಸ್ಟರ್ ಮಟ್ಟದ ಕ್ರೀಡಾಕೂಟ xyxy=(523,1123,1019,1166)
kurihina-heading-line1: ಕುರುಹಿನಶೆಟ್ಟಿ ಕೇಂದ್ರ xyxy=(108,1190,339,1232)
lead-article-col1: ತುಮಕೂರು: ಸಿದ್ಧಗಂಗಾ ಮಠದ ವತಿಯಿಂದ ನಡೆಯುತ್ತಿರುವ ಶಾಲಾ, ಕಾಲೇಜುಗಳ ಶೈಕ್ಷಣಿಕ ಗುಣಮಟ್ಟ ಹೆಚ್ಚಿಸಲು ಸಿಬ್ಬಂದಿ, ಶಿಕ್ಷಕರು, ಸಂಸ್ಥೆಗಳ ವ್ಯಕ್ತಿಗಳು ಹಾಗೂ ಬೋಧಕ ಸಿಬ್ಬಂದಿಗಳ ಸಹಕಾರದಿಂದಿಗೆ ಹೊಸ ಕಾರ್ಯಕ್ರಮಗಳನ್ನು ರೂಪಿಸಿ ಲಾಗುವುದು ಎಂದು ಸಿದ್ಧಗಂಗಾ ಮಠದ ಕಾರ್ಯಕಾರಿ ನಿರ್ದೇಶಕ ಜಯಪ್ರಿಯವಾಮಿ ತಿಳಿಸಿದ್ದಾರೆ. ನಗರದ ಶ್ರೀ ಸಿದ್ಧಗಂಗಾ ಮಠದ ಉದ್ದಾನ ಶಿವ ಯೋಗಿಗಳ ಸಮುದಾಯಭವನದಲ್ಲಿ ಶ್ರೀ ಸಿದ್ಧಗಂಗಾ ಇಂಗ್ಲಿಷ್ ಮೀಡಿಯಂ ಶಾಲೆಯ 2024–25ನೇ ಸಾಲಿನ ಎಸ್.ಎಸ್.ಎಲ್.ಸಿ ಪರೀಕ್ಷೆಯಲ್ಲಿ ಅತ್ಯುನ್ನತ ಶ್ರೇಣಿಯಲ್ಲಿ ತೇರ್ಗಡೆಯಾದ ಮಕ್ಕಳಿಗೆ ಹಮ್ಮಿಕೊಂಡಿದ್ದ ಪ್ರಶಸ್ತಿ ಪುರಸ್ಕಾರ ಕಾರ್ಯಕ್ರಮಕ್ಕೆ ಚಾಲನೆ ನೀಡಿ ಮಾತನಾಡಿದ ಅವರು, ಸಿದ್ಧಗಂಗಾ ಮಠದ ವತಿಯಿಂದ ನಡೆಯುತ್ತಿರುವ ಎಲ್ಲಾ ಶಾಲಾ, ಕಾಲೇಜುಗಳಲ್ಲಿಯೂ ಫಲಿತಾಂಶ ಹೆಚ್ಚಾಗಿದೆ. ಇದೆ. ಶಿಕ್ಷಕರು, ಸಂಸ್ಥೆಯ ಸಿಬ್ಬಂದಿ, ಮಕ್ಕಳ ಸತತ ಪ್ರಯತ್ನದ ಫಲವಾಗಿ ಉತ್ತಮ ಶೈಕ್ಷಣಿಕ ವಾತಾವರಣ ನಿರ್ಮಿಸಿದ ಸಿಬ್ಬಂದಿ ಮುಂದಿನ ದಿನಗಳಲ್ಲಿ ಸಾಕಷ್ಟು ಬದಲಾವಣೆ ತರಲಿದ್ದಾರೆ ಎಂದರು. ತುಮಕೂರು ಜಿಲ್ಲೆಯಲ್ಲಿ ಖಾಸಗಿ ಶಾಲೆಗಳಲ್ಲಿ 8–9ನೇ ತರಗತಿಗಳಲ್ಲಿ ಕಲಿಕೆಯಲ್ಲಿ ಹಿಂದುಳಿದ, ಕಡಿಮೆ ಅಂಕಗಳಿರುವ ವಿದ್ಯಾರ್ಥಿಗಳಿಗೆ 10ನೇ ತರಗತಿಗೆ ಸೇರಿಸಿಕೊಳ್ಳದೆ ಟಿ.ಸಿ.ಕೊಟ್ಟು ಕಳುಹಿಸುವ ಕೆಲಸ ನಡೆಯುತ್ತಿದೆ. ಇದರಿಂದ ಬಡಮಕ್ಕಳ ಶೈಕ್ಷಣಿಕ ಅಭಿವೃದ್ಧಿಗೆ ಕೆಲವು ಮಾಡುತ್ತಿರುವ ಮಠದಂತಹ ಶಾಲೆಗಳ ಫಲಿತಾಂಶ ಕುಸಿಯಲು ಕಾರಣವಾಗಿದೆ. 10ನೇ ತರಗತಿ ಎಂದ ಕೂಡಲೇ ಎಸ್.ಎಸ್.ಎಲ್.ಸಿ ಬೋರ್ಡ್ ಶಾಲೆಗೆ ಸೇರಿಸುವುದು ಸಂಖ್ಯಾನ ನಡದಲ್ಲಿ ಅಲ್ಲ. xyxy=(45,203,339,613)
lead-photo xyxy=(350,201,1222,455)
lead-article-col4: ಸಲಹೆ ನೀಡಿದರು.ಕಾರ್ಯಕ್ರಮದ ಅಧ್ಯಕ್ಷತೆ ವಹಿಸಿದ್ದ ತುಮಕೂರು ಕ್ಷೇತ್ರ ಶಿಕ್ಷಣಾಧಿಕಾರಿ ಹನುಮಂತಪ್ಪ ಮಾತನಾಡಿ, ರಾಜ್ಯದಲ್ಲಿ ಎಸ್.ಎಸ್.ಎಲ್.ಸಿ ಫಲಿತಾಂಶ ಹೆಚ್ಚಿಸುವ ನಿಟ್ಟಿನಲ್ಲಿ ಇಲಾಖೆ ಹಲವು ಕ್ರಮಗಳನ್ನು ಕೈಗೊಂಡಿದೆ. ಈ ಶೈಕ್ಷಣಿಕ ವರ್ಷದಿಂದ 8–9 ಮತ್ತು 10ನೇ ತರಗತಿ ವಿದ್ಯಾರ್ಥಿಗಳಿಗೆ ವಿಶೇಷ ತರಗತಿಗಳನ್ನು ನಡೆಸಲು ನಿರ್ಧರಿಸಲಾಗಿದೆ. ಖಾಸಗಿ ಶಾಲೆಗಳೂ ಸರ್ಕಾರದ ಸೂಚನೆ ಪಾಲಿಸಬೇಕು. ಮಕ್ಕಳಿಗೆ ಟಿ.ಸಿ. ನೀಡುವ ಕುರಿತು ದೂರು ಬಂದರೆ ಕ್ರಮ ಕೈಗೊಳ್ಳಲಾಗುವುದು ಎಂದರು. ವಿದ್ಯೆಯ ಜೊತೆಗೆ ಕೌಶಲ್ಯ ಸಹ ಬೆಳೆಸಿಕೊಳ್ಳಬೇಕು. xyxy=(931,461,1222,614)
lead-article-col3: ನಾಡಿ, ಕೇವಲ ಅಂಕಗಳಲ್ಲ ನಿಮ್ಮ ಭವಿಷ್ಯವನ್ನು ನಿರ್ಮಾಣ ಮಾಡುವುದು. ನಿಮ್ಮಲ್ಲಿರುವ ಗುಣಗಳನ್ನು ನೀವೇ ಗುರುತಿಸಿಕೊಂಡು ಮುಂದೆ ಸಾಗಬೇಕು. ಎಸ್.ಎಸ್.ಎಲ್.ಸಿ ಎಂಬುದು ಶೈಕ್ಷಣಿಕ ಜೀವನದ ಪ್ರಮುಖ ಘಟ್ಟ. ಆದರೆ ಪರಿಶ್ರಮ ಮತ್ತು ಶಿಸ್ತು ನಿಮ್ಮನ್ನು ಗುರಿಯ ಕಡೆಗೆ ಕರೆದೊಯ್ಯುತ್ತದೆ. ವಾರ್ತಾ ಮತ್ತು ಸಾರ್ವಜನಿಕ ಸಂಪರ್ಕ ಇಲಾಖೆಯ ಹಿರಿಯ ಸಹಾಯಕ ನಿರ್ದೇಶಕ ಹಿಮಂತರಾಜು ಮಾತನಾಡಿ, ಪ್ರತಿ ಮಗುವಿನಲ್ಲೂ ಪ್ರತಿಭೆ ಇದೆ. ಅದನ್ನು ಗುರುತಿಸಿ ಪ್ರೋತ್ಸಾಹಿಸುವ ಕೆಲಸವನ್ನು ಶಿಕ್ಷಕರು ಹಾಗೂ ಪೋಷಕರು ಮಾಡಬೇಕು ಎಂದು ಸಲಹೆ ನೀಡಿದರು. ಈ ಸಂದರ್ಭದಲ್ಲಿ ಶಾಲಾ ಆಡಳಿತ ಮಂಡಳಿ ಸದಸ್ಯರು, ಶಿಕ್ಷಕರು ಹಾಗೂ ಪೋಷಕರು ಉಪಸ್ಥಿತರಿದ್ದರು. ನಿಸ್ವಾ, ಸಮಾಜಕ್ಕೆ ಕೊಡುಗೆ ನೀಡಬೇಕು ಎಂದರು. xyxy=(637,461,924,653)
hostels-article: ತುಮಕೂರು: ಗುಬ್ಬಿ ತಾಲ್ಲೂಕು ಹಿಂದುಳಿದ ವರ್ಗಗಳ ಕಲ್ಯಾಣ ಇಲಾಖೆ ವ್ಯಾಪ್ತಿಯಲ್ಲಿ ಕಾರ್ಯ ನಿರ್ವಹಿಸುತ್ತಿರುವ ಗುಬ್ಬಿ ತಾಲ್ಲೂಕು ಮೆಟ್ರಿಕ್ ನಂತರದ ಬಾಲಕ ಹಾಗೂ ಬಾಲಕಿಯರ ವಿದ್ಯಾರ್ಥಿ ನಿಲಯಗಳ ಪ್ರವೇಶಕ್ಕಾಗಿ ಅರ್ಹ ವಿದ್ಯಾರ್ಥಿಗಳಿಂದ ಆನ್‌ಲೈನ್ ಮೂಲಕ ಅರ್ಜಿ ಆಹ್ವಾನಿಸಲಾಗಿದೆ ಎಂದು ಗುಬ್ಬಿ ತಾಲ್ಲೂಕು ಹಿಂದುಳಿದ ವರ್ಗಗಳ ಕಲ್ಯಾಣಾಧಿಕಾರಿ ತಿಳಿಸಿದ್ದಾರೆ. ಮೆಟ್ರಿಕ್ ನಂತರದ ಬಾಲಕ/ಬಾಲಕಿಯರ ವಿದ್ಯಾರ್ಥಿ ನಿಲಯಗಳ ಪ್ರವೇಶಕ್ಕಾಗಿ ಹಿಂದುಳಿದ ವರ್ಗಗಳ ಪ್ರವರ್ಗ–1, 2ಎ, 2ಬಿ, 3ಎ, 3ಬಿ, ಪ.ಜಾತಿ ಮತ್ತು ಪ.ಪಂಗಡದ ಸಾಮಾನ್ಯ ಪದವಿ ಕೋರ್ಸುಗಳಲ್ಲಿ ವ್ಯಾಸಂಗ ಮಾಡುತ್ತಿರುವ ವಿದ್ಯಾರ್ಥಿಗಳು ಅರ್ಜಿ ಸಲ್ಲಿಸಬಹುದು. ಆಸಕ್ತ ವಿದ್ಯಾರ್ಥಿಗಳು ಅರ್ಜಿಯನ್ನು ಆಗಸ್ಟ್ 14ರೊಳಗಾಗಿ ಜಾಲತಾಣ: https://shp.karnataka.gov.in/bcwd ಮೂಲಕ ಸಲ್ಲಿಸಬಹುದಾಗಿದೆ. ಅರ್ಜಿ ಸಲ್ಲಿಸುವ ವಿದ್ಯಾರ್ಥಿಗಳ ಪೋಷಕರ ವಾರ್ಷಿಕ ಆದಾಯ ಮಿತಿಯನ್ನು ಪ್ರವರ್ಗ–1, ಪ.ಜಾತಿ, ಪ.ಪಂಗಡಕ್ಕೆ 2.50ಲಕ್ಷ ರೂ. ಹಾಗೂ ಪ್ರವರ್ಗ–2ಎ, 2ಬಿ, 3ಎ, 3ಬಿ ವರ್ಗಕ್ಕೆ 1ಲಕ್ಷ ರೂ.ಗಳಿಗೆ ನಿಗದಿಪಡಿಸಲಾಗಿದೆ. ತಾಲ್ಲೂಕುವಾರು ವಿದ್ಯಾರ್ಥಿ ನಿಲಯಗಳ ವಿವರ, ವಿದ್ಯಾರ್ಥಿ ನಿಲಯದ ಪ್ರವೇಶಕ್ಕೆ ಅರ್ಹತೆ, ಸಲ್ಲಿಸಬೇಕಾದ ದಾಖಲೆಗಳ ವಿವರ, ಮತ್ತಿತರ ಹೆಚ್ಚಿನ ಮಾಹಿತಿಗಾಗಿ ಜಾಲತಾಣ: https:// bcwd.karnataka.gov.in/ ಅನ್ನು ಸಂಪರ್ಕಿಸಬಹುದಾಗಿದೆ. ಅರ್ಜಿ ಸಲ್ಲಿಸಲು ತಾಂತ್ರಿಕ ತೊಂದರೆಗಳಿದ್ದಲ್ಲಿ ಇ–ಅಂಚೆ: bcwdhelpline@gmail.com ಮೂಲಕ ಅಥವಾ ಜಿಲ್ಲಾ/ತಾಲ್ಲೂಕು ಮಟ್ಟದ ಇಲಾಖಾಧಿಕಾರಿಗಳನ್ನು ಸಂಪರ್ಕಿಸಬಹುದಾಗಿದೆ. ಹೆಚ್ಚಿನ ಮಾಹಿತಿಗಾಗಿ ದೂ.ವಾ.ಸಂ: 08131–222456, ಸಹಾಯವಾಣಿ ಸಂಖ್ಯೆ: 8050770004 / 8050770005ನ್ನು ಸಂಪರ್ಕಿಸಬಹುದಾಗಿದೆ ಎಂದು ಪ್ರಕಟಣೆ ತಿಳಿಸಿದೆ. xyxy=(1140,863,1494,1253)
photo-banner-year: 2025 xyxy=(776,258,803,270)
